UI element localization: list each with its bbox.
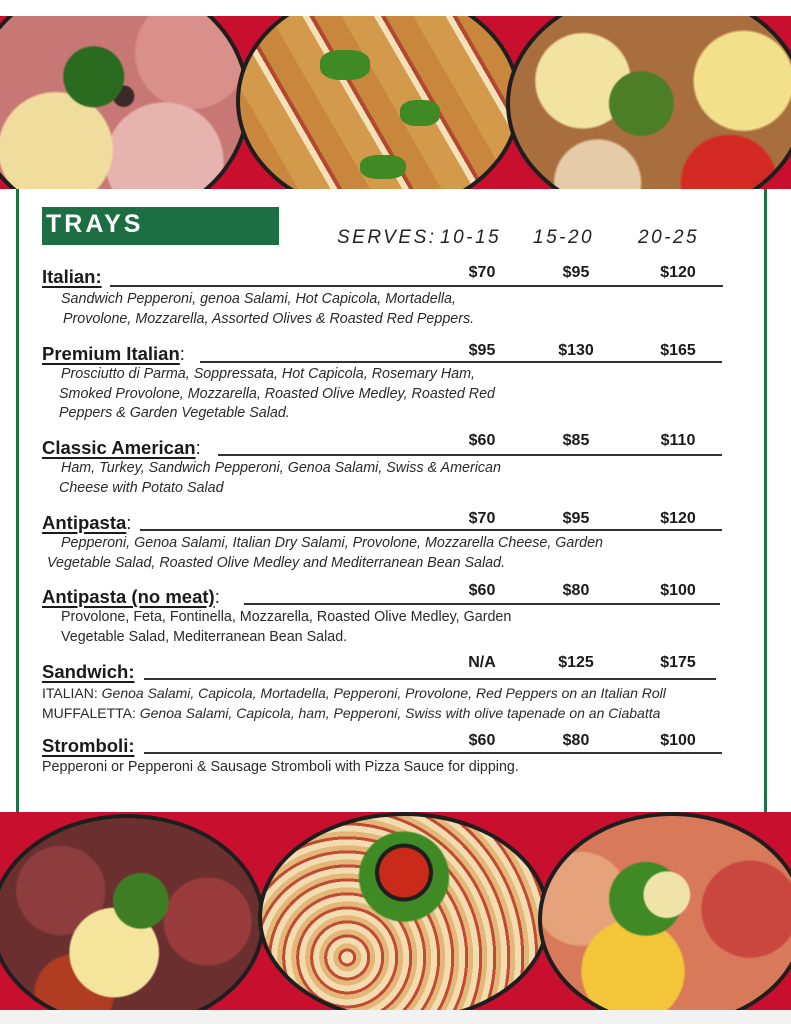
price-large: $110: [660, 432, 696, 449]
price-medium: $85: [562, 432, 590, 449]
top-photo-band: [0, 16, 791, 189]
size-header-large: 20-25: [638, 227, 700, 248]
bottom-photo-band: [0, 812, 791, 1010]
price-large: $120: [660, 510, 696, 527]
meat-and-olive-tray-photo: [0, 16, 250, 189]
size-header-small: 10-15: [440, 227, 502, 248]
divider: [140, 529, 722, 531]
price-small: $60: [468, 432, 496, 449]
price-small: $60: [468, 732, 496, 749]
divider: [244, 603, 720, 605]
divider: [200, 361, 722, 363]
divider: [110, 285, 723, 287]
price-large: $100: [660, 582, 696, 599]
divider: [144, 678, 716, 680]
price-medium: $130: [558, 342, 594, 359]
divider: [144, 752, 722, 754]
item-name-antipasta: Antipasta:: [42, 512, 132, 533]
page-title: TRAYS: [46, 210, 144, 238]
price-medium: $80: [562, 582, 590, 599]
size-header-medium: 15-20: [533, 227, 595, 248]
item-name-stromboli: Stromboli:: [42, 735, 135, 756]
price-large: $165: [660, 342, 696, 359]
price-small: $70: [468, 510, 496, 527]
item-name-premium-italian: Premium Italian:: [42, 343, 185, 364]
item-description: Provolone, Feta, Fontinella, Mozzarella, Roasted Olive Medley, Garden Vegetable Salad, Mediterranean Bean Salad.: [61, 609, 512, 645]
serves-label: SERVES:: [337, 227, 437, 248]
item-name-antipasta-no-meat: Antipasta (no meat):: [42, 586, 220, 607]
price-medium: $95: [562, 264, 590, 281]
bottom-margin: [0, 1010, 791, 1024]
pinwheel-tray-photo: [258, 812, 550, 1010]
divider: [218, 454, 722, 456]
item-description: Pepperoni, Genoa Salami, Italian Dry Salami, Provolone, Mozzarella Cheese, Garden Vegetable Salad, Roasted Olive Medley and Mediterranean Bean Salad.: [47, 535, 603, 571]
sandwich-tray-photo: [236, 16, 521, 189]
item-description: Prosciutto di Parma, Soppressata, Hot Capicola, Rosemary Ham, Smoked Provolone, Mozzarella, Roasted Olive Medley, Roasted Red Peppers & Garden Vegetable Salad.: [59, 366, 495, 421]
item-description: Pepperoni or Pepperoni & Sausage Stromboli with Pizza Sauce for dipping.: [42, 759, 519, 775]
cheese-and-salami-tray-photo: [0, 814, 265, 1010]
item-name-italian: Italian:: [42, 266, 102, 287]
price-small: N/A: [468, 654, 496, 671]
price-large: $100: [660, 732, 696, 749]
price-medium: $125: [558, 654, 594, 671]
price-medium: $80: [562, 732, 590, 749]
price-small: $70: [468, 264, 496, 281]
item-description: Sandwich Pepperoni, genoa Salami, Hot Capicola, Mortadella, Provolone, Mozzarella, Assorted Olives & Roasted Red Peppers.: [61, 291, 475, 327]
item-name-classic-american: Classic American:: [42, 437, 201, 458]
price-small: $60: [468, 582, 496, 599]
antipasto-tray-photo: [506, 16, 791, 189]
price-large: $175: [660, 654, 696, 671]
meat-and-cheese-tray-photo: [538, 812, 791, 1010]
price-large: $120: [660, 264, 696, 281]
item-description: ITALIAN: Genoa Salami, Capicola, Mortadella, Pepperoni, Provolone, Red Peppers on an Italian Roll MUFFALETTA: Genoa Salami, Capicola, ham, Pepperoni, Swiss with olive tapenade on an Ciabatta: [42, 685, 666, 721]
item-description: Ham, Turkey, Sandwich Pepperoni, Genoa Salami, Swiss & American Cheese with Potato Salad: [59, 460, 501, 496]
price-medium: $95: [562, 510, 590, 527]
price-small: $95: [468, 342, 496, 359]
item-name-sandwich: Sandwich:: [42, 661, 135, 682]
